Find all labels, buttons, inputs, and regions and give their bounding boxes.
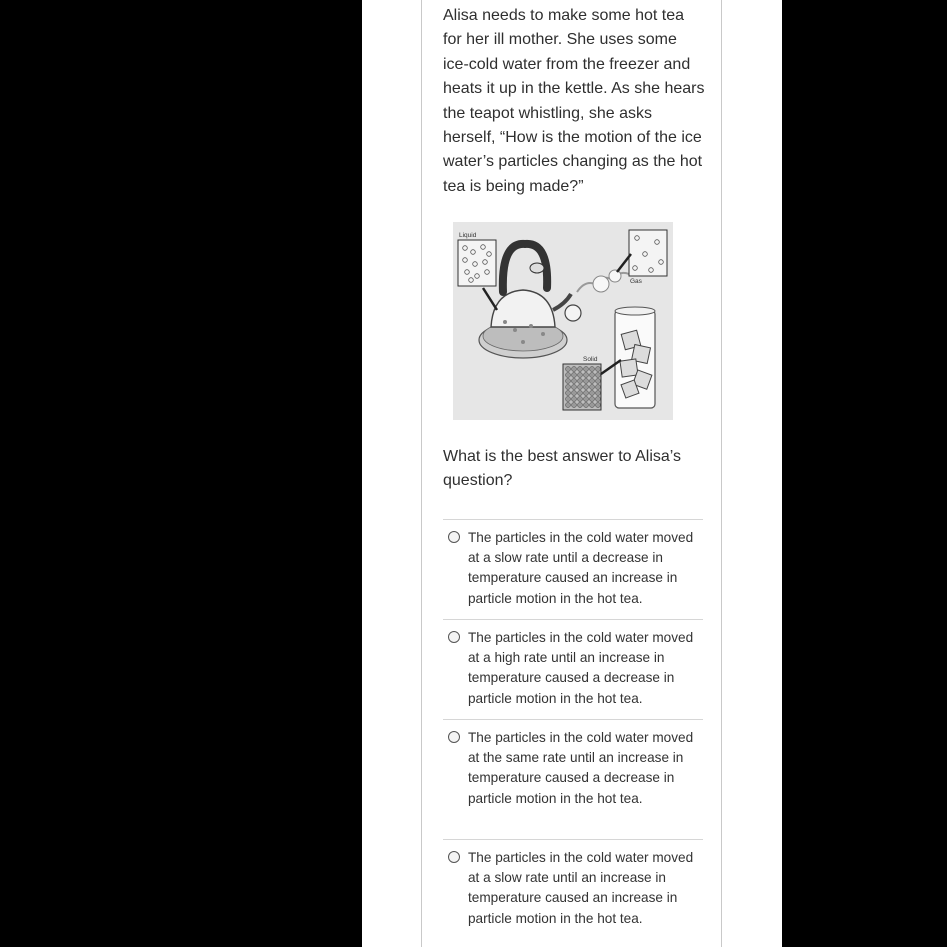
radio-button-icon[interactable] bbox=[448, 531, 460, 543]
radio-button-icon[interactable] bbox=[448, 631, 460, 643]
answer-option-text: The particles in the cold water moved at a slow rate until a decrease in temperature caused an increase in particle motion in the hot tea. bbox=[468, 530, 694, 606]
figure-label-liquid: Liquid bbox=[459, 232, 477, 239]
figure-label-solid: Solid bbox=[583, 356, 598, 363]
page-content bbox=[362, 0, 782, 947]
answer-options bbox=[443, 519, 703, 947]
question-prompt: What is the best answer to Alisa’s question? bbox=[443, 448, 682, 490]
radio-button-icon[interactable] bbox=[448, 731, 460, 743]
answer-option-2[interactable] bbox=[443, 619, 703, 719]
question-card bbox=[421, 0, 722, 947]
answer-option-text: The particles in the cold water moved at a slow rate until an increase in temperature caused an increase in particle motion in the hot tea. bbox=[468, 850, 694, 926]
answer-option-1[interactable] bbox=[443, 519, 703, 619]
answer-option-3[interactable] bbox=[443, 719, 703, 839]
answer-option-4[interactable] bbox=[443, 839, 703, 947]
states-of-matter-figure bbox=[453, 222, 673, 420]
answer-option-text: The particles in the cold water moved at a high rate until an increase in temperature caused a decrease in particle motion in the hot tea. bbox=[468, 630, 694, 706]
radio-button-icon[interactable] bbox=[448, 851, 460, 863]
question-passage: Alisa needs to make some hot tea for her ill mother. She uses some ice-cold water from the freezer and heats it up in the kettle. As she hears the teapot whistling, she asks herself, “How is the motion of the ice water’s particles changing as the hot tea is being made?” bbox=[443, 7, 705, 195]
answer-option-text: The particles in the cold water moved at the same rate until an increase in temperature caused a decrease in particle motion in the hot tea. bbox=[468, 730, 694, 806]
figure-label-gas: Gas bbox=[630, 278, 642, 285]
